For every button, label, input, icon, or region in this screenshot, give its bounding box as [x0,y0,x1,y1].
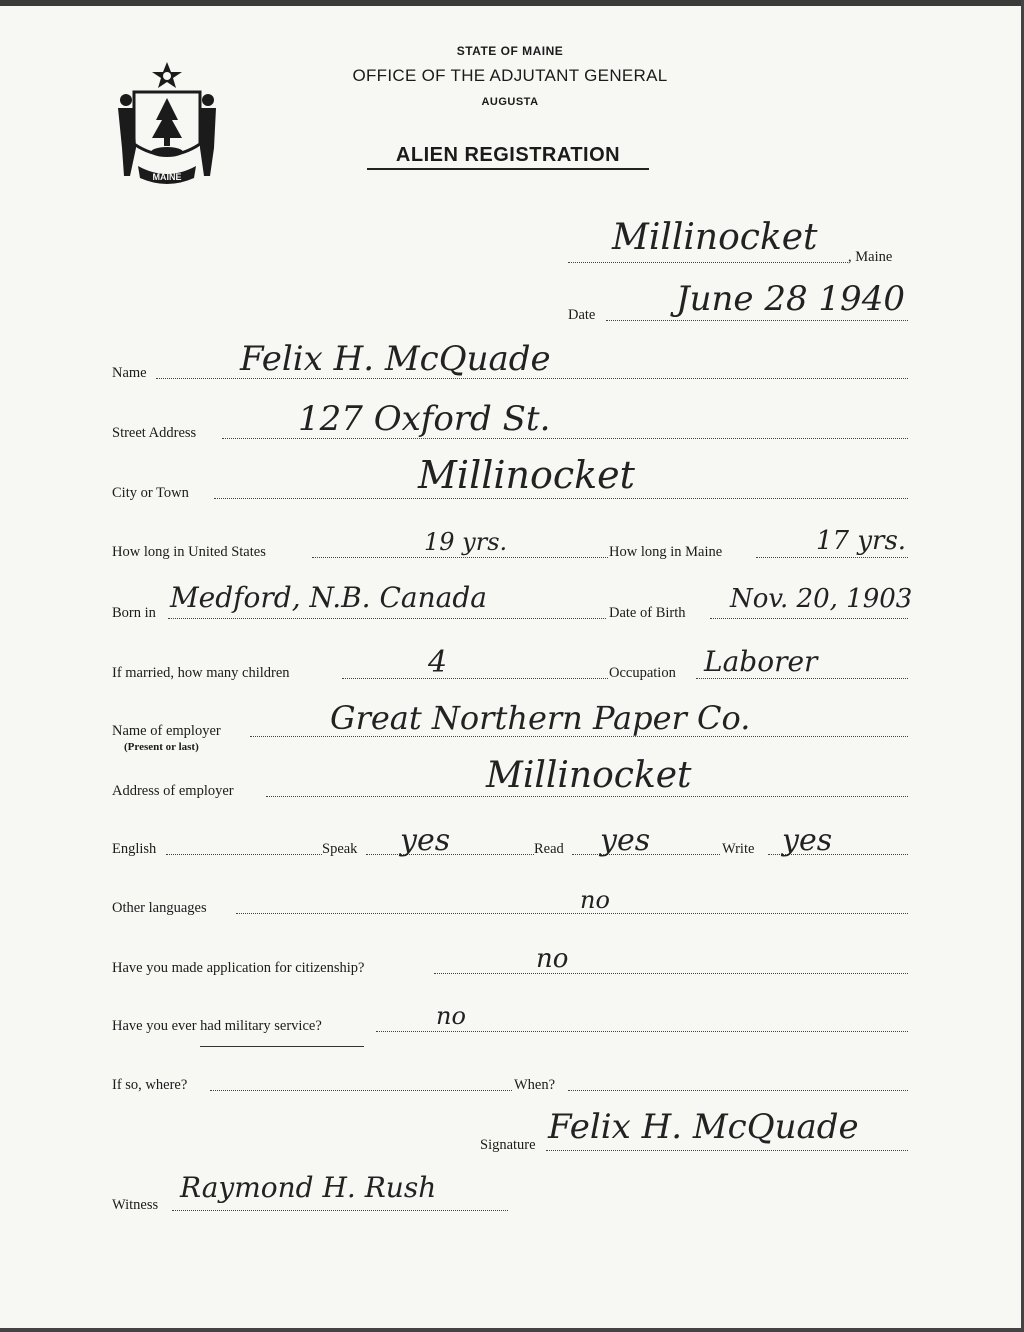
how-long-us-label: How long in United States [112,544,266,560]
occupation-dotted-line [696,678,908,679]
name-label: Name [112,365,147,381]
street-address-value: 127 Oxford St. [298,399,551,439]
date-label: Date [568,307,596,323]
name-value: Felix H. McQuade [240,339,551,379]
military-dotted-line [376,1031,908,1032]
maine-label: , Maine [848,249,893,265]
born-in-label: Born in [112,605,156,621]
citizenship-value: no [536,944,569,974]
date-dotted-line [606,320,908,321]
dob-dotted-line [710,618,908,619]
employer-label: Name of employer [112,723,221,739]
scan-edge-bottom [0,1328,1024,1332]
employer-value: Great Northern Paper Co. [330,699,751,737]
where-dotted-line [210,1090,512,1091]
english-dotted-line [166,854,322,855]
citizenship-dotted-line [434,973,908,974]
employer-address-value: Millinocket [486,755,692,796]
town-dotted-line [568,262,848,263]
scan-edge-top [0,0,1024,6]
citizenship-label: Have you made application for citizenship? [112,960,365,976]
witness-label: Witness [112,1197,159,1213]
date-of-birth-label: Date of Birth [609,605,686,621]
occupation-value: Laborer [704,645,818,678]
signature-value: Felix H. McQuade [548,1107,859,1147]
state-heading: STATE OF MAINE [456,44,564,58]
speak-label: Speak [322,841,358,857]
english-label: English [112,841,157,857]
other-languages-dotted-line [236,913,908,914]
street-address-label: Street Address [112,425,197,441]
born-in-dotted-line [168,618,606,619]
pen-stroke-mark [200,1046,364,1047]
occupation-label: Occupation [609,665,676,681]
state-seal-icon [108,58,226,188]
employer-address-label: Address of employer [112,783,234,799]
date-value: June 28 1940 [676,279,905,319]
how-long-maine-value: 17 yrs. [816,526,907,556]
signature-dotted-line [546,1150,908,1151]
how-long-maine-label: How long in Maine [609,544,723,560]
when-dotted-line [568,1090,908,1091]
born-in-value: Medford, N.B. Canada [170,581,487,614]
seal-banner-text: MAINE [152,172,182,182]
witness-value: Raymond H. Rush [180,1171,437,1204]
city-dotted-line [214,498,908,499]
other-languages-value: no [580,886,610,914]
city-town-value: Millinocket [418,453,635,497]
office-heading: OFFICE OF THE ADJUTANT GENERAL [352,66,668,85]
speak-value: yes [400,823,451,858]
city-town-label: City or Town [112,485,189,501]
witness-dotted-line [172,1210,508,1211]
children-dotted-line [342,678,608,679]
read-value: yes [600,823,651,858]
military-label: Have you ever had military service? [112,1018,322,1034]
title-underline [367,168,649,170]
write-label: Write [722,841,755,857]
if-so-where-label: If so, where? [112,1077,188,1093]
date-of-birth-value: Nov. 20, 1903 [730,584,913,614]
how-long-us-value: 19 yrs. [424,528,508,556]
town-header-value: Millinocket [612,217,818,258]
write-value: yes [782,823,833,858]
read-label: Read [534,841,564,857]
how-long-us-dotted-line [312,557,608,558]
form-title: ALIEN REGISTRATION [395,144,621,166]
signature-label: Signature [480,1137,536,1153]
city-heading: AUGUSTA [481,96,539,108]
children-value: 4 [428,645,448,680]
employer-address-dotted-line [266,796,908,797]
employer-sublabel: (Present or last) [124,741,199,753]
children-label: If married, how many children [112,665,290,681]
other-languages-label: Other languages [112,900,207,916]
when-label: When? [514,1077,556,1093]
military-value: no [436,1002,466,1030]
how-long-maine-dotted-line [756,557,908,558]
